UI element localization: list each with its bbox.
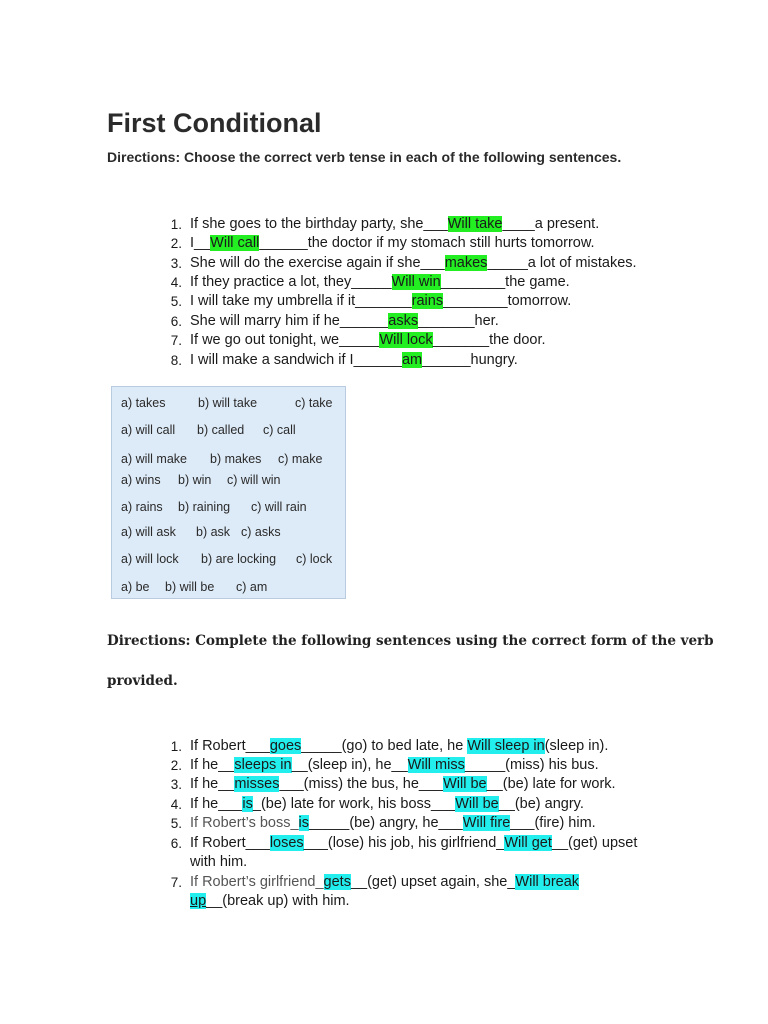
answer-highlight: Will sleep in: [467, 738, 545, 754]
answer-highlight: Will lock: [379, 332, 433, 348]
answer-highlight: goes: [269, 738, 302, 754]
answer-highlight: up: [190, 893, 207, 909]
answer-highlight: makes: [444, 255, 488, 271]
directions-part2: Directions: Complete the following sentences using the correct form of the verb: [107, 633, 714, 649]
answer-highlight: am: [401, 352, 423, 368]
answer-highlight: Will break: [515, 874, 580, 890]
answer-highlight: is: [298, 815, 310, 831]
answer-highlight: Will get: [504, 835, 552, 851]
answer-highlight: Will be: [443, 776, 487, 792]
answer-highlight: sleeps in: [234, 757, 292, 773]
answer-highlight: is: [242, 796, 253, 812]
answer-highlight: asks: [388, 313, 419, 329]
answer-highlight: Will fire: [462, 815, 511, 831]
answer-highlight: Will call: [210, 235, 260, 251]
answer-highlight: Will win: [391, 274, 441, 290]
directions-part1: Directions: Choose the correct verb tense in each of the following sentences.: [107, 149, 622, 165]
answer-highlight: Will take: [447, 216, 503, 232]
answer-highlight: gets: [323, 874, 351, 890]
answer-highlight: Will miss: [407, 757, 465, 773]
page-title: First Conditional: [107, 108, 322, 138]
answer-highlight: misses: [234, 776, 280, 792]
answer-highlight: loses: [269, 835, 304, 851]
directions-part2-cont: provided.: [107, 673, 178, 689]
answer-highlight: rains: [411, 293, 444, 309]
answer-highlight: Will be: [455, 796, 499, 812]
options-box: a) takes b) will take c) take a) will call b) called c) call a) will make b) makes c) make a) wins b) win c) will win a) rains b) raining c) will rain a) will ask b) ask c) asks a) will lock b) are locking c) lock a) be b) will be c) am: [111, 386, 346, 599]
